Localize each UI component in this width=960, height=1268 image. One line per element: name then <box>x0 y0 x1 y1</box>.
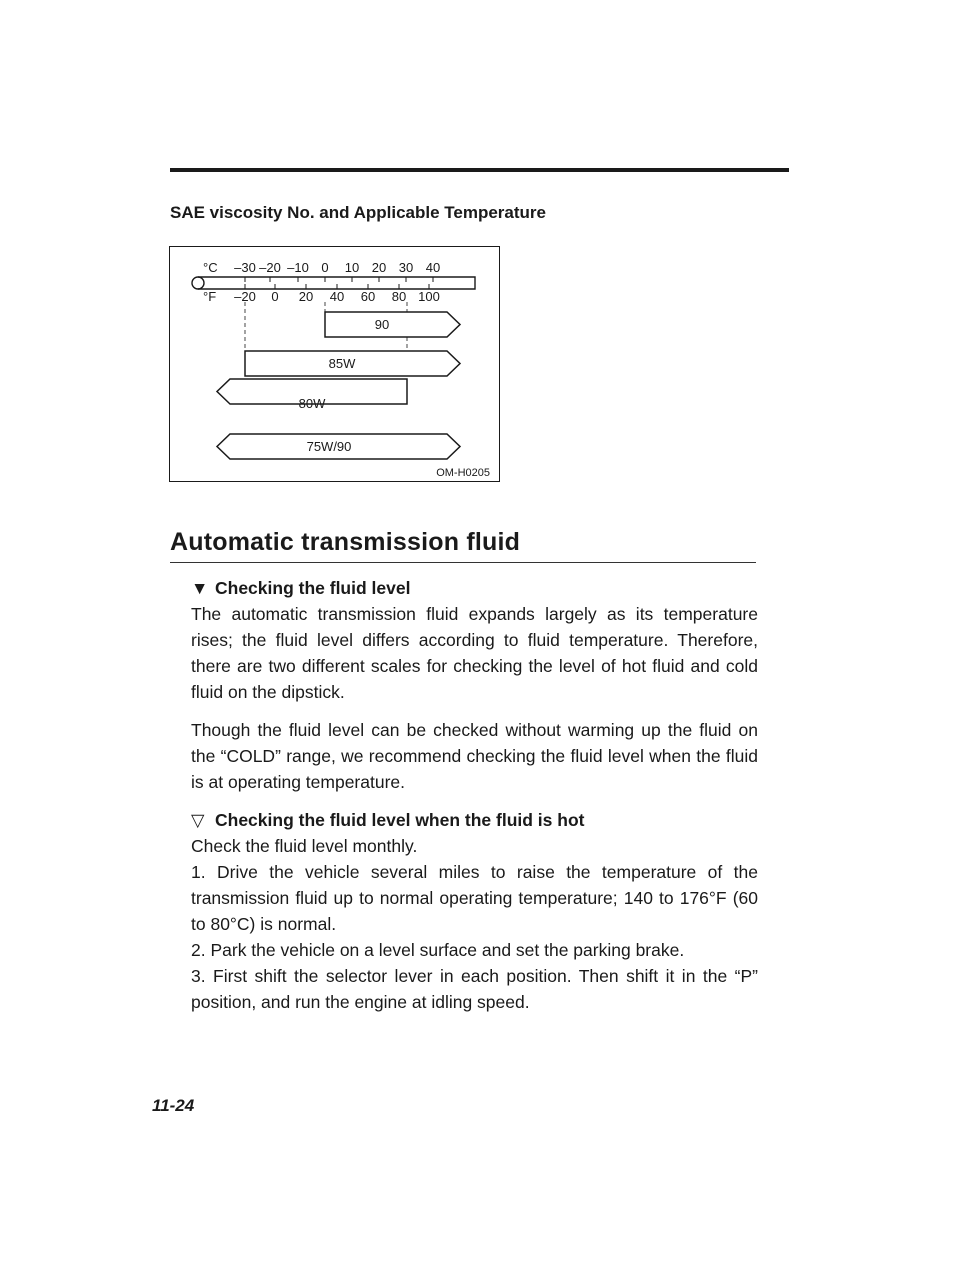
band-90 <box>325 312 460 337</box>
body-content <box>191 575 758 1015</box>
paragraph: Though the fluid level can be checked without warming up the fluid on the “COLD” range, we recommend checking the fluid level when the fluid is at operating temperature. <box>191 720 758 792</box>
page-number: 11-24 <box>152 1096 195 1115</box>
celsius-tick-label: 20 <box>371 260 387 275</box>
section-title: SAE viscosity No. and Applicable Temperature <box>170 203 546 222</box>
fahrenheit-tick-label: 80 <box>391 289 407 304</box>
viscosity-chart-svg <box>169 246 500 482</box>
celsius-tick-label: 10 <box>344 260 360 275</box>
celsius-tick-label: 30 <box>398 260 414 275</box>
subheading-hot-fluid <box>191 807 758 833</box>
celsius-tick-label: 0 <box>321 260 329 275</box>
fahrenheit-tick-label: 20 <box>298 289 314 304</box>
step-1: 1. Drive the vehicle several miles to raise the temperature of the transmission fluid up to normal operating temperature; 140 to 176°F (60 to 80°C) is normal. <box>191 862 758 934</box>
fahrenheit-unit: °F <box>203 289 217 304</box>
filled-triangle-icon: ▼ <box>191 578 209 598</box>
outline-triangle-icon: ▽ <box>191 810 205 830</box>
celsius-unit: °C <box>203 260 218 275</box>
subheading-label: Checking the fluid level when the fluid is hot <box>215 810 585 830</box>
celsius-tick-label: 40 <box>425 260 441 275</box>
band-label: 80W <box>298 396 326 411</box>
fahrenheit-tick-label: 100 <box>418 289 440 304</box>
heading-rule <box>170 562 756 563</box>
fahrenheit-tick-label: 60 <box>360 289 376 304</box>
celsius-tick-label: –30 <box>234 260 256 275</box>
step-3: 3. First shift the selector lever in each position. Then shift it in the “P” position, and run the engine at idling speed. <box>191 966 758 1012</box>
page-heading: Automatic transmission fluid <box>170 528 521 556</box>
subheading-label: Checking the fluid level <box>215 578 411 598</box>
top-rule <box>170 168 789 172</box>
figure-code: OM-H0205 <box>436 467 490 479</box>
thermometer-bulb <box>192 277 204 289</box>
subheading-checking-level <box>191 575 758 601</box>
viscosity-temperature-chart <box>169 246 500 482</box>
band-label: 75W/90 <box>306 439 352 454</box>
step-2: 2. Park the vehicle on a level surface and set the parking brake. <box>191 940 685 960</box>
celsius-tick-label: –20 <box>259 260 281 275</box>
band-label: 85W <box>328 356 356 371</box>
paragraph: Check the fluid level monthly. <box>191 836 418 856</box>
celsius-tick-label: –10 <box>287 260 309 275</box>
fahrenheit-tick-label: –20 <box>234 289 256 304</box>
band-label: 90 <box>374 317 390 332</box>
fahrenheit-tick-label: 0 <box>271 289 279 304</box>
fahrenheit-tick-label: 40 <box>329 289 345 304</box>
paragraph: The automatic transmission fluid expands largely as its temperature rises; the fluid level differs according to fluid temperature. Therefore, there are two different scales for checking the level of hot fluid and cold fluid on the dipstick. <box>191 604 758 702</box>
